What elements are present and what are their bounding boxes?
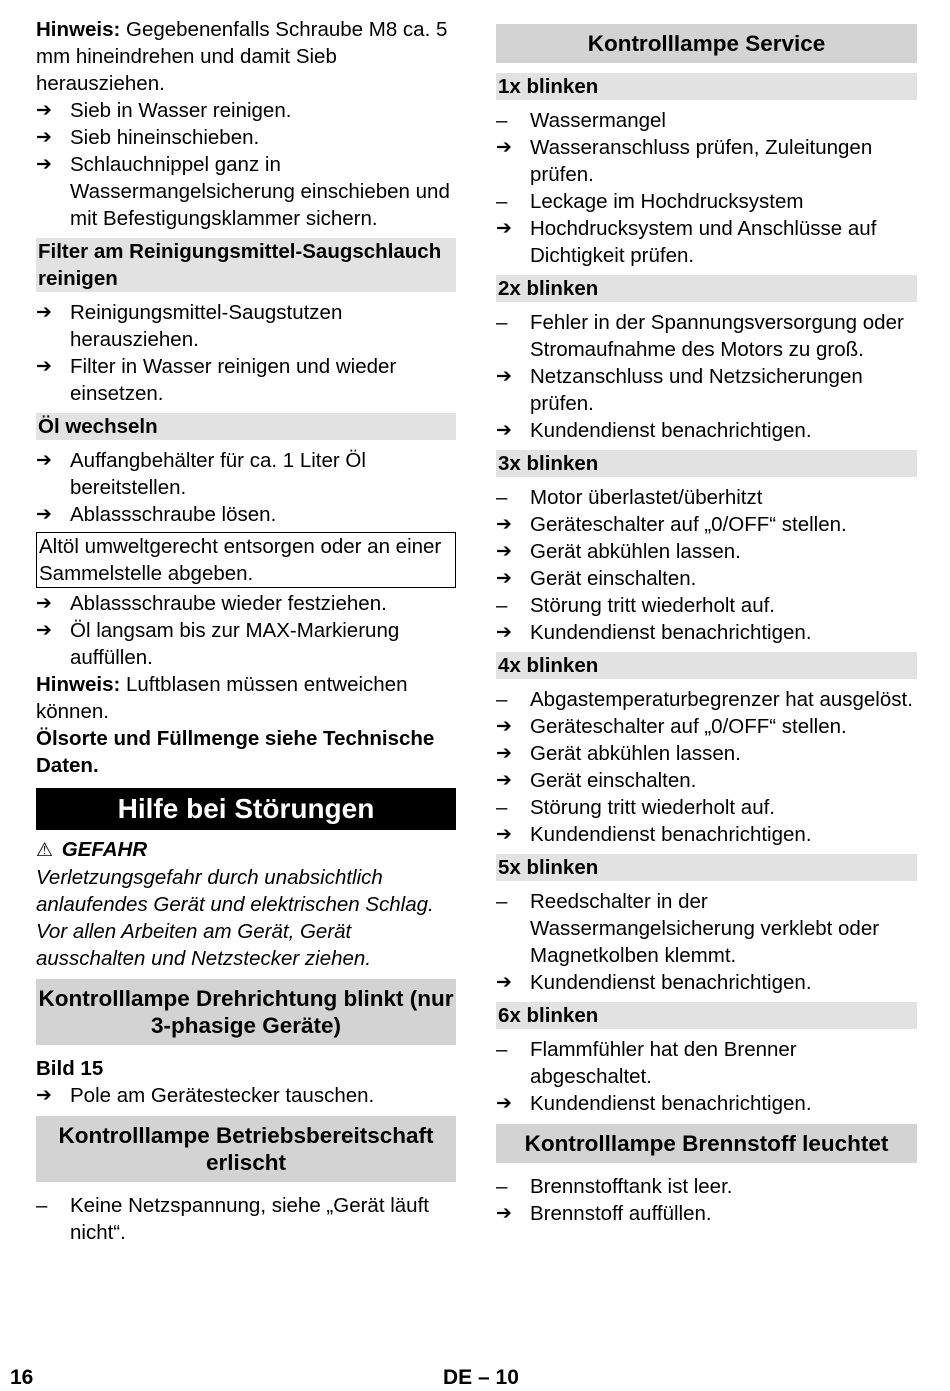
arrow-icon: ➔ <box>36 620 52 641</box>
dash-marker: – <box>496 1175 508 1198</box>
step-item <box>36 617 456 671</box>
step-item <box>36 1082 456 1109</box>
dash-marker: – <box>36 1194 48 1217</box>
dash-marker: – <box>496 109 508 132</box>
condition-item <box>496 888 917 969</box>
step-item <box>496 538 917 565</box>
blink-4-heading: 4x blinken <box>496 652 917 679</box>
page-number: 16 <box>10 1366 34 1389</box>
condition-item <box>496 592 917 619</box>
blink-3-heading: 3x blinken <box>496 450 917 477</box>
dash-marker: – <box>496 1038 508 1061</box>
step-text: Kundendienst benachrichtigen. <box>530 823 812 846</box>
step-item <box>496 215 917 269</box>
arrow-icon: ➔ <box>496 514 512 535</box>
arrow-icon: ➔ <box>496 972 512 993</box>
hint-label: Hinweis: <box>36 18 121 41</box>
step-item <box>36 299 456 353</box>
danger-text: Verletzungsgefahr durch unabsichtlich anlaufendes Gerät und elektrischen Schlag. Vor allen Arbeiten am Gerät, Gerät ausschalten und Netzstecker ziehen. <box>36 866 434 970</box>
step-text: Wasseranschluss prüfen, Zuleitungen prüfen. <box>530 136 873 186</box>
right-column <box>496 16 917 1227</box>
hint-paragraph <box>36 16 456 97</box>
hint-text: Gegebenenfalls Schraube M8 ca. 5 mm hineindrehen und damit Sieb herausziehen. <box>36 18 448 95</box>
condition-text: Störung tritt wiederholt auf. <box>530 594 775 617</box>
condition-item <box>496 794 917 821</box>
dash-marker: – <box>496 688 508 711</box>
step-text: Gerät abkühlen lassen. <box>530 540 741 563</box>
step-text: Netzanschluss und Netzsicherungen prüfen. <box>530 365 863 415</box>
arrow-icon: ➔ <box>496 366 512 387</box>
step-item <box>496 511 917 538</box>
dash-marker: – <box>496 796 508 819</box>
main-heading: Hilfe bei Störungen <box>36 788 456 830</box>
dash-marker: – <box>496 594 508 617</box>
hint-label: Hinweis: <box>36 673 121 696</box>
condition-text: Abgastemperaturbegrenzer hat ausgelöst. <box>530 688 913 711</box>
arrow-icon: ➔ <box>36 450 52 471</box>
step-text: Geräteschalter auf „0/OFF“ stellen. <box>530 513 847 536</box>
step-text: Gerät abkühlen lassen. <box>530 742 741 765</box>
step-text: Kundendienst benachrichtigen. <box>530 971 812 994</box>
condition-item <box>496 1173 917 1200</box>
section-heading-ready: Kontrolllampe Betriebsbereitschaft erlischt <box>36 1116 456 1182</box>
condition-item <box>496 686 917 713</box>
arrow-icon: ➔ <box>496 568 512 589</box>
condition-item <box>496 484 917 511</box>
step-text: Ablassschraube lösen. <box>70 503 277 526</box>
arrow-icon: ➔ <box>36 1085 52 1106</box>
condition-text: Störung tritt wiederholt auf. <box>530 796 775 819</box>
step-text: Ablassschraube wieder festziehen. <box>70 592 387 615</box>
step-text: Auffangbehälter für ca. 1 Liter Öl bereitstellen. <box>70 449 366 499</box>
condition-text: Flammfühler hat den Brenner abgeschaltet. <box>530 1038 797 1088</box>
hint-paragraph <box>36 671 456 725</box>
section-heading-oil: Öl wechseln <box>36 413 456 440</box>
dash-marker: – <box>496 190 508 213</box>
step-list <box>36 299 456 407</box>
arrow-icon: ➔ <box>496 622 512 643</box>
step-list <box>36 590 456 671</box>
arrow-icon: ➔ <box>496 137 512 158</box>
blink-1-heading: 1x blinken <box>496 73 917 100</box>
step-text: Brennstoff auffüllen. <box>530 1202 712 1225</box>
step-text: Schlauchnippel ganz in Wassermangelsicherung einschieben und mit Befestigungsklammer sichern. <box>70 153 450 230</box>
arrow-icon: ➔ <box>36 154 52 175</box>
step-item <box>496 1200 917 1227</box>
step-item <box>36 447 456 501</box>
blink-6-list <box>496 1036 917 1117</box>
step-item <box>496 767 917 794</box>
arrow-icon: ➔ <box>36 100 52 121</box>
step-item <box>36 353 456 407</box>
oil-type-note: Ölsorte und Füllmenge siehe Technische Daten. <box>36 727 435 777</box>
condition-text: Brennstofftank ist leer. <box>530 1175 733 1198</box>
step-text: Kundendienst benachrichtigen. <box>530 1092 812 1115</box>
condition-item <box>36 1192 456 1246</box>
step-item <box>36 590 456 617</box>
condition-text: Leckage im Hochdrucksystem <box>530 190 804 213</box>
section-heading-filter: Filter am Reinigungsmittel-Saugschlauch reinigen <box>36 238 456 292</box>
step-text: Sieb in Wasser reinigen. <box>70 99 292 122</box>
blink-2-list <box>496 309 917 444</box>
arrow-icon: ➔ <box>496 1093 512 1114</box>
arrow-icon: ➔ <box>496 770 512 791</box>
danger-heading <box>36 836 456 864</box>
condition-item <box>496 107 917 134</box>
page-code: DE – 10 <box>443 1366 519 1389</box>
step-item <box>36 501 456 528</box>
step-text: Öl langsam bis zur MAX-Markierung auffüllen. <box>70 619 400 669</box>
blink-5-list <box>496 888 917 996</box>
section-heading-fuel: Kontrolllampe Brennstoff leuchtet <box>496 1124 917 1163</box>
blink-4-list <box>496 686 917 848</box>
step-text: Gerät einschalten. <box>530 769 697 792</box>
left-column <box>36 16 456 1246</box>
dash-marker: – <box>496 311 508 334</box>
arrow-icon: ➔ <box>496 824 512 845</box>
step-item <box>36 124 456 151</box>
blink-1-list <box>496 107 917 269</box>
step-list <box>36 447 456 528</box>
step-text: Kundendienst benachrichtigen. <box>530 419 812 442</box>
disposal-note: Altöl umweltgerecht entsorgen oder an einer Sammelstelle abgeben. <box>36 532 456 588</box>
step-item <box>496 417 917 444</box>
arrow-icon: ➔ <box>496 541 512 562</box>
step-item <box>496 1090 917 1117</box>
step-text: Reinigungsmittel-Saugstutzen herausziehen. <box>70 301 343 351</box>
arrow-icon: ➔ <box>36 302 52 323</box>
arrow-icon: ➔ <box>36 356 52 377</box>
arrow-icon: ➔ <box>36 127 52 148</box>
step-text: Pole am Gerätestecker tauschen. <box>70 1084 375 1107</box>
arrow-icon: ➔ <box>36 593 52 614</box>
arrow-icon: ➔ <box>496 218 512 239</box>
dash-marker: – <box>496 486 508 509</box>
step-item <box>496 134 917 188</box>
condition-text: Fehler in der Spannungsversorgung oder Stromaufnahme des Motors zu groß. <box>530 311 904 361</box>
arrow-icon: ➔ <box>496 743 512 764</box>
section-heading-rotation: Kontrolllampe Drehrichtung blinkt (nur 3-phasige Geräte) <box>36 979 456 1045</box>
step-item <box>36 97 456 124</box>
step-item <box>36 151 456 232</box>
step-text: Gerät einschalten. <box>530 567 697 590</box>
fuel-list <box>496 1173 917 1227</box>
step-list <box>36 97 456 232</box>
blink-2-heading: 2x blinken <box>496 275 917 302</box>
condition-text: Wassermangel <box>530 109 666 132</box>
step-text: Geräteschalter auf „0/OFF“ stellen. <box>530 715 847 738</box>
figure-reference: Bild 15 <box>36 1057 104 1080</box>
step-text: Sieb hineinschieben. <box>70 126 260 149</box>
blink-5-heading: 5x blinken <box>496 854 917 881</box>
step-text: Kundendienst benachrichtigen. <box>530 621 812 644</box>
arrow-icon: ➔ <box>496 420 512 441</box>
condition-item <box>496 309 917 363</box>
step-text: Hochdrucksystem und Anschlüsse auf Dichtigkeit prüfen. <box>530 217 877 267</box>
step-text: Filter in Wasser reinigen und wieder einsetzen. <box>70 355 397 405</box>
dash-marker: – <box>496 890 508 913</box>
blink-3-list <box>496 484 917 646</box>
condition-text: Keine Netzspannung, siehe „Gerät läuft nicht“. <box>70 1194 429 1244</box>
arrow-icon: ➔ <box>496 1203 512 1224</box>
section-heading-service: Kontrolllampe Service <box>496 24 917 63</box>
condition-text: Reedschalter in der Wassermangelsicherung verklebt oder Magnetkolben klemmt. <box>530 890 880 967</box>
hint-text: Luftblasen müssen entweichen können. <box>36 673 408 723</box>
danger-label: GEFAHR <box>61 838 148 861</box>
warning-triangle-icon: ⚠ <box>36 840 54 861</box>
step-item <box>496 713 917 740</box>
condition-item <box>496 188 917 215</box>
arrow-icon: ➔ <box>496 716 512 737</box>
step-item <box>496 821 917 848</box>
step-item <box>496 363 917 417</box>
condition-item <box>496 1036 917 1090</box>
step-item <box>496 619 917 646</box>
step-item <box>496 565 917 592</box>
condition-text: Motor überlastet/überhitzt <box>530 486 763 509</box>
arrow-icon: ➔ <box>36 504 52 525</box>
blink-6-heading: 6x blinken <box>496 1002 917 1029</box>
step-item <box>496 740 917 767</box>
step-item <box>496 969 917 996</box>
